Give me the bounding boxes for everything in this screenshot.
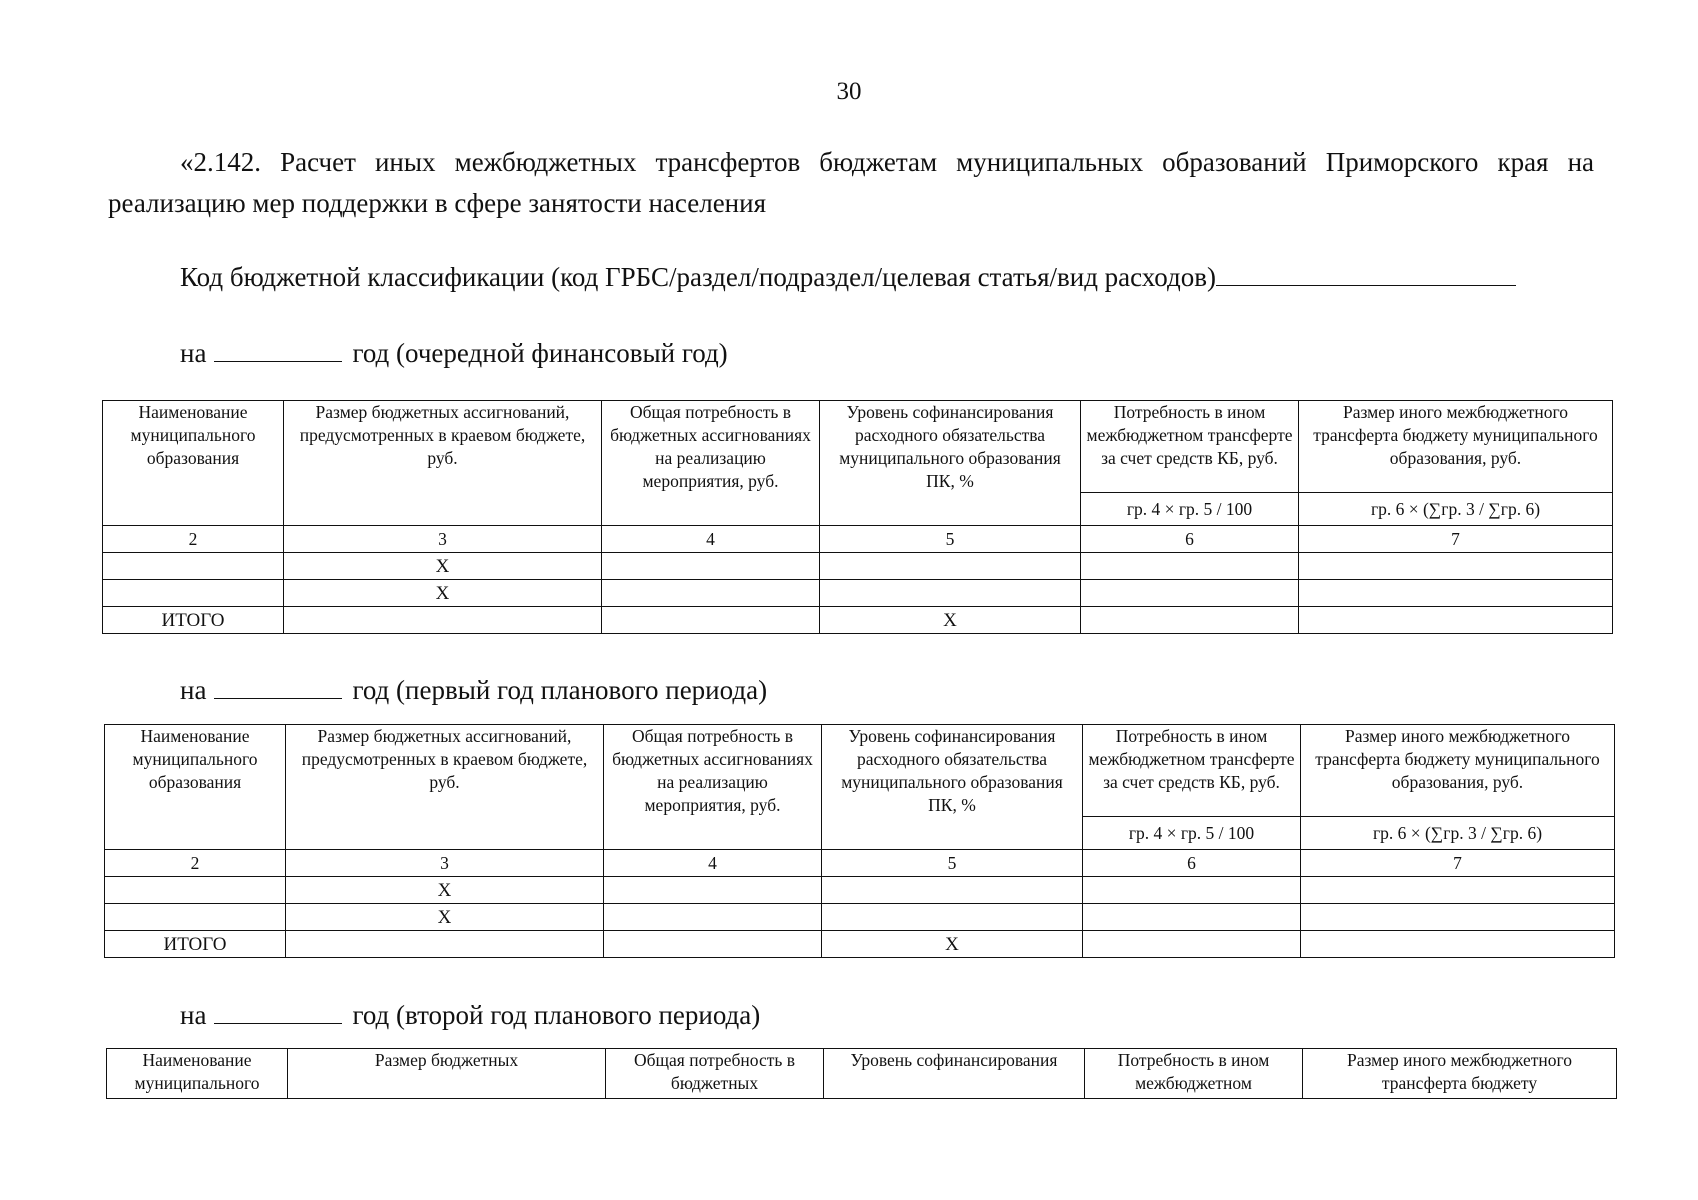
municipality-cell[interactable] [103, 553, 284, 580]
header-total-need: Общая потребность в бюджетных [606, 1049, 824, 1099]
total-label: ИТОГО [105, 931, 286, 958]
x-mark: Х [284, 580, 602, 607]
year-blank [214, 698, 342, 699]
table-cell[interactable] [1301, 931, 1615, 958]
year-line-3 [180, 1000, 760, 1031]
year-prefix: на [180, 675, 207, 705]
header-budget-allocations: Размер бюджетных [288, 1049, 606, 1099]
table-cell[interactable] [604, 877, 822, 904]
table-cell[interactable] [1081, 580, 1299, 607]
table-cell[interactable] [284, 607, 602, 634]
table-cell[interactable] [602, 553, 820, 580]
column-number: 7 [1299, 526, 1613, 553]
year-prefix: на [180, 1000, 207, 1030]
header-cofinancing-level: Уровень софинансирования расходного обязательства муниципального образования ПК, % [820, 401, 1081, 526]
year-prefix: на [180, 338, 207, 368]
budget-classification-code-blank [1216, 284, 1516, 286]
table-cell[interactable] [604, 904, 822, 931]
header-transfer-size: Размер иного межбюджетного трансферта бюджету муниципального образования, руб. [1301, 725, 1615, 817]
formula-col-7: гр. 6 × (∑гр. 3 / ∑гр. 6) [1299, 493, 1613, 526]
table-cell[interactable] [1299, 607, 1613, 634]
page-number: 30 [836, 78, 862, 105]
column-number: 2 [103, 526, 284, 553]
total-row [105, 931, 1615, 958]
formula-col-6: гр. 4 × гр. 5 / 100 [1083, 817, 1301, 850]
header-municipality: Наименование муниципального образования [105, 725, 286, 850]
year-line-2 [180, 675, 767, 706]
table-row [105, 877, 1615, 904]
header-municipality: Наименование муниципального [107, 1049, 288, 1099]
year-blank [214, 1023, 342, 1024]
table-cell[interactable] [1081, 553, 1299, 580]
total-label: ИТОГО [103, 607, 284, 634]
total-row [103, 607, 1613, 634]
table-cell[interactable] [1083, 904, 1301, 931]
x-mark: Х [820, 607, 1081, 634]
header-total-need: Общая потребность в бюджетных ассигнованиях на реализацию мероприятия, руб. [602, 401, 820, 526]
header-transfer-need: Потребность в ином межбюджетном [1085, 1049, 1303, 1099]
table-row [103, 580, 1613, 607]
municipality-cell[interactable] [103, 580, 284, 607]
x-mark: Х [284, 553, 602, 580]
header-cofinancing-level: Уровень софинансирования расходного обязательства муниципального образования ПК, % [822, 725, 1083, 850]
year-line-1 [180, 338, 728, 369]
x-mark: Х [286, 904, 604, 931]
formula-col-7: гр. 6 × (∑гр. 3 / ∑гр. 6) [1301, 817, 1615, 850]
column-number: 6 [1081, 526, 1299, 553]
column-number: 2 [105, 850, 286, 877]
table-cell[interactable] [820, 580, 1081, 607]
header-budget-allocations: Размер бюджетных ассигнований, предусмотренных в краевом бюджете, руб. [286, 725, 604, 850]
column-number: 7 [1301, 850, 1615, 877]
column-number: 5 [820, 526, 1081, 553]
x-mark: Х [286, 877, 604, 904]
table-cell[interactable] [1301, 877, 1615, 904]
column-number: 5 [822, 850, 1083, 877]
document-title-text: «2.142. Расчет иных межбюджетных трансфертов бюджетам муниципальных образований Приморского края на реализацию мер поддержки в сфере занятости населения [108, 147, 1594, 218]
year-label: год (второй год планового периода) [352, 1000, 761, 1030]
header-cofinancing-level: Уровень софинансирования [824, 1049, 1085, 1099]
table-cell[interactable] [602, 607, 820, 634]
table-cell[interactable] [822, 877, 1083, 904]
table-cell[interactable] [1299, 580, 1613, 607]
municipality-cell[interactable] [105, 904, 286, 931]
header-transfer-need: Потребность в ином межбюджетном трансферте за счет средств КБ, руб. [1083, 725, 1301, 817]
column-number: 3 [284, 526, 602, 553]
calculation-table-2 [104, 724, 1615, 958]
column-number: 6 [1083, 850, 1301, 877]
table-row [105, 904, 1615, 931]
year-label: год (очередной финансовый год) [352, 338, 728, 368]
header-transfer-size: Размер иного межбюджетного трансферта бюджету [1303, 1049, 1617, 1099]
header-transfer-size: Размер иного межбюджетного трансферта бюджету муниципального образования, руб. [1299, 401, 1613, 493]
year-blank [214, 361, 342, 362]
column-number: 4 [604, 850, 822, 877]
municipality-cell[interactable] [105, 877, 286, 904]
table-cell[interactable] [1301, 904, 1615, 931]
column-number: 4 [602, 526, 820, 553]
header-transfer-need: Потребность в ином межбюджетном трансферте за счет средств КБ, руб. [1081, 401, 1299, 493]
document-title [108, 142, 1594, 224]
table-cell[interactable] [1081, 607, 1299, 634]
table-cell[interactable] [1299, 553, 1613, 580]
calculation-table-1 [102, 400, 1613, 634]
calculation-table-3 [106, 1048, 1617, 1099]
header-municipality: Наименование муниципального образования [103, 401, 284, 526]
table-row [103, 553, 1613, 580]
column-number: 3 [286, 850, 604, 877]
table-cell[interactable] [822, 904, 1083, 931]
budget-classification-code-label: Код бюджетной классификации (код ГРБС/раздел/подраздел/целевая статья/вид расходов) [180, 262, 1216, 292]
header-total-need: Общая потребность в бюджетных ассигнованиях на реализацию мероприятия, руб. [604, 725, 822, 850]
formula-col-6: гр. 4 × гр. 5 / 100 [1081, 493, 1299, 526]
table-cell[interactable] [820, 553, 1081, 580]
budget-classification-code-line [180, 262, 1516, 293]
year-label: год (первый год планового периода) [352, 675, 768, 705]
table-cell[interactable] [286, 931, 604, 958]
header-budget-allocations: Размер бюджетных ассигнований, предусмотренных в краевом бюджете, руб. [284, 401, 602, 526]
x-mark: Х [822, 931, 1083, 958]
table-cell[interactable] [1083, 877, 1301, 904]
table-cell[interactable] [602, 580, 820, 607]
table-cell[interactable] [1083, 931, 1301, 958]
table-cell[interactable] [604, 931, 822, 958]
